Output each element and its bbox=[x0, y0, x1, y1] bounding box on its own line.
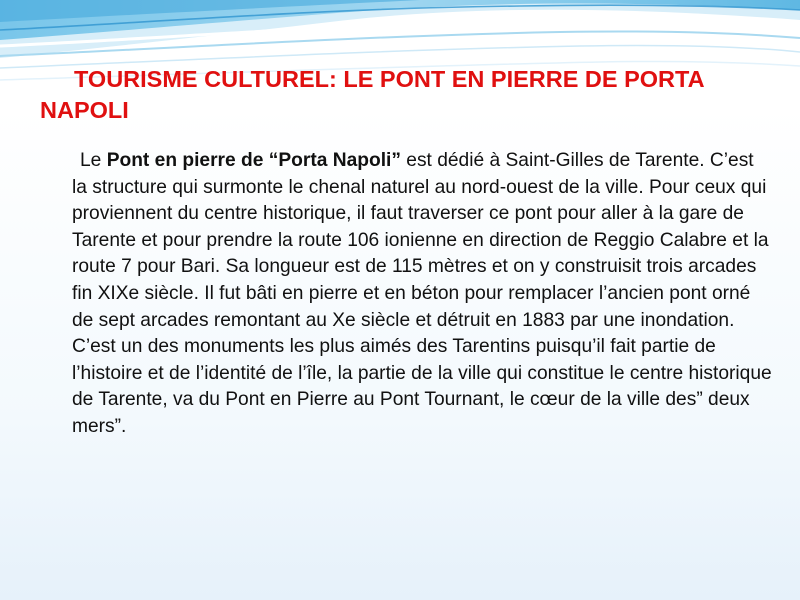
intro-text: Le bbox=[80, 150, 107, 171]
paragraph-text: est dédié à Saint-Gilles de Tarente. C’est la structure qui surmonte le chenal naturel au nord-ouest de la ville. Pour ceux qui proviennent du centre historique, il faut traverser ce pont pour aller à la gare de Tarente et pour prendre la route 106 ionienne en direction de Reggio Calabre et la route 7 pour Bari. Sa longueur est de 115 mètres et on y construisit trois arcades fin XIXe siècle. Il fut bâti en pierre et en béton pour remplacer l’ancien pont orné de sept arcades remontant au Xe siècle et détruit en 1883 par une inondation. C’est un des monuments les plus aimés des Tarentins puisqu’il fait partie de l’histoire et de l’identité de l’île, la partie de la ville qui constitue le centre historique de Tarente, va du Pont en Pierre au Pont Tournant, le cœur de la ville des” deux mers”. bbox=[72, 150, 772, 437]
body-paragraph bbox=[72, 148, 772, 441]
bridge-name: Pont en pierre de “Porta Napoli” bbox=[106, 150, 401, 171]
slide-title: TOURISME CULTUREL: LE PONT EN PIERRE DE PORTA NAPOLI bbox=[40, 66, 704, 123]
